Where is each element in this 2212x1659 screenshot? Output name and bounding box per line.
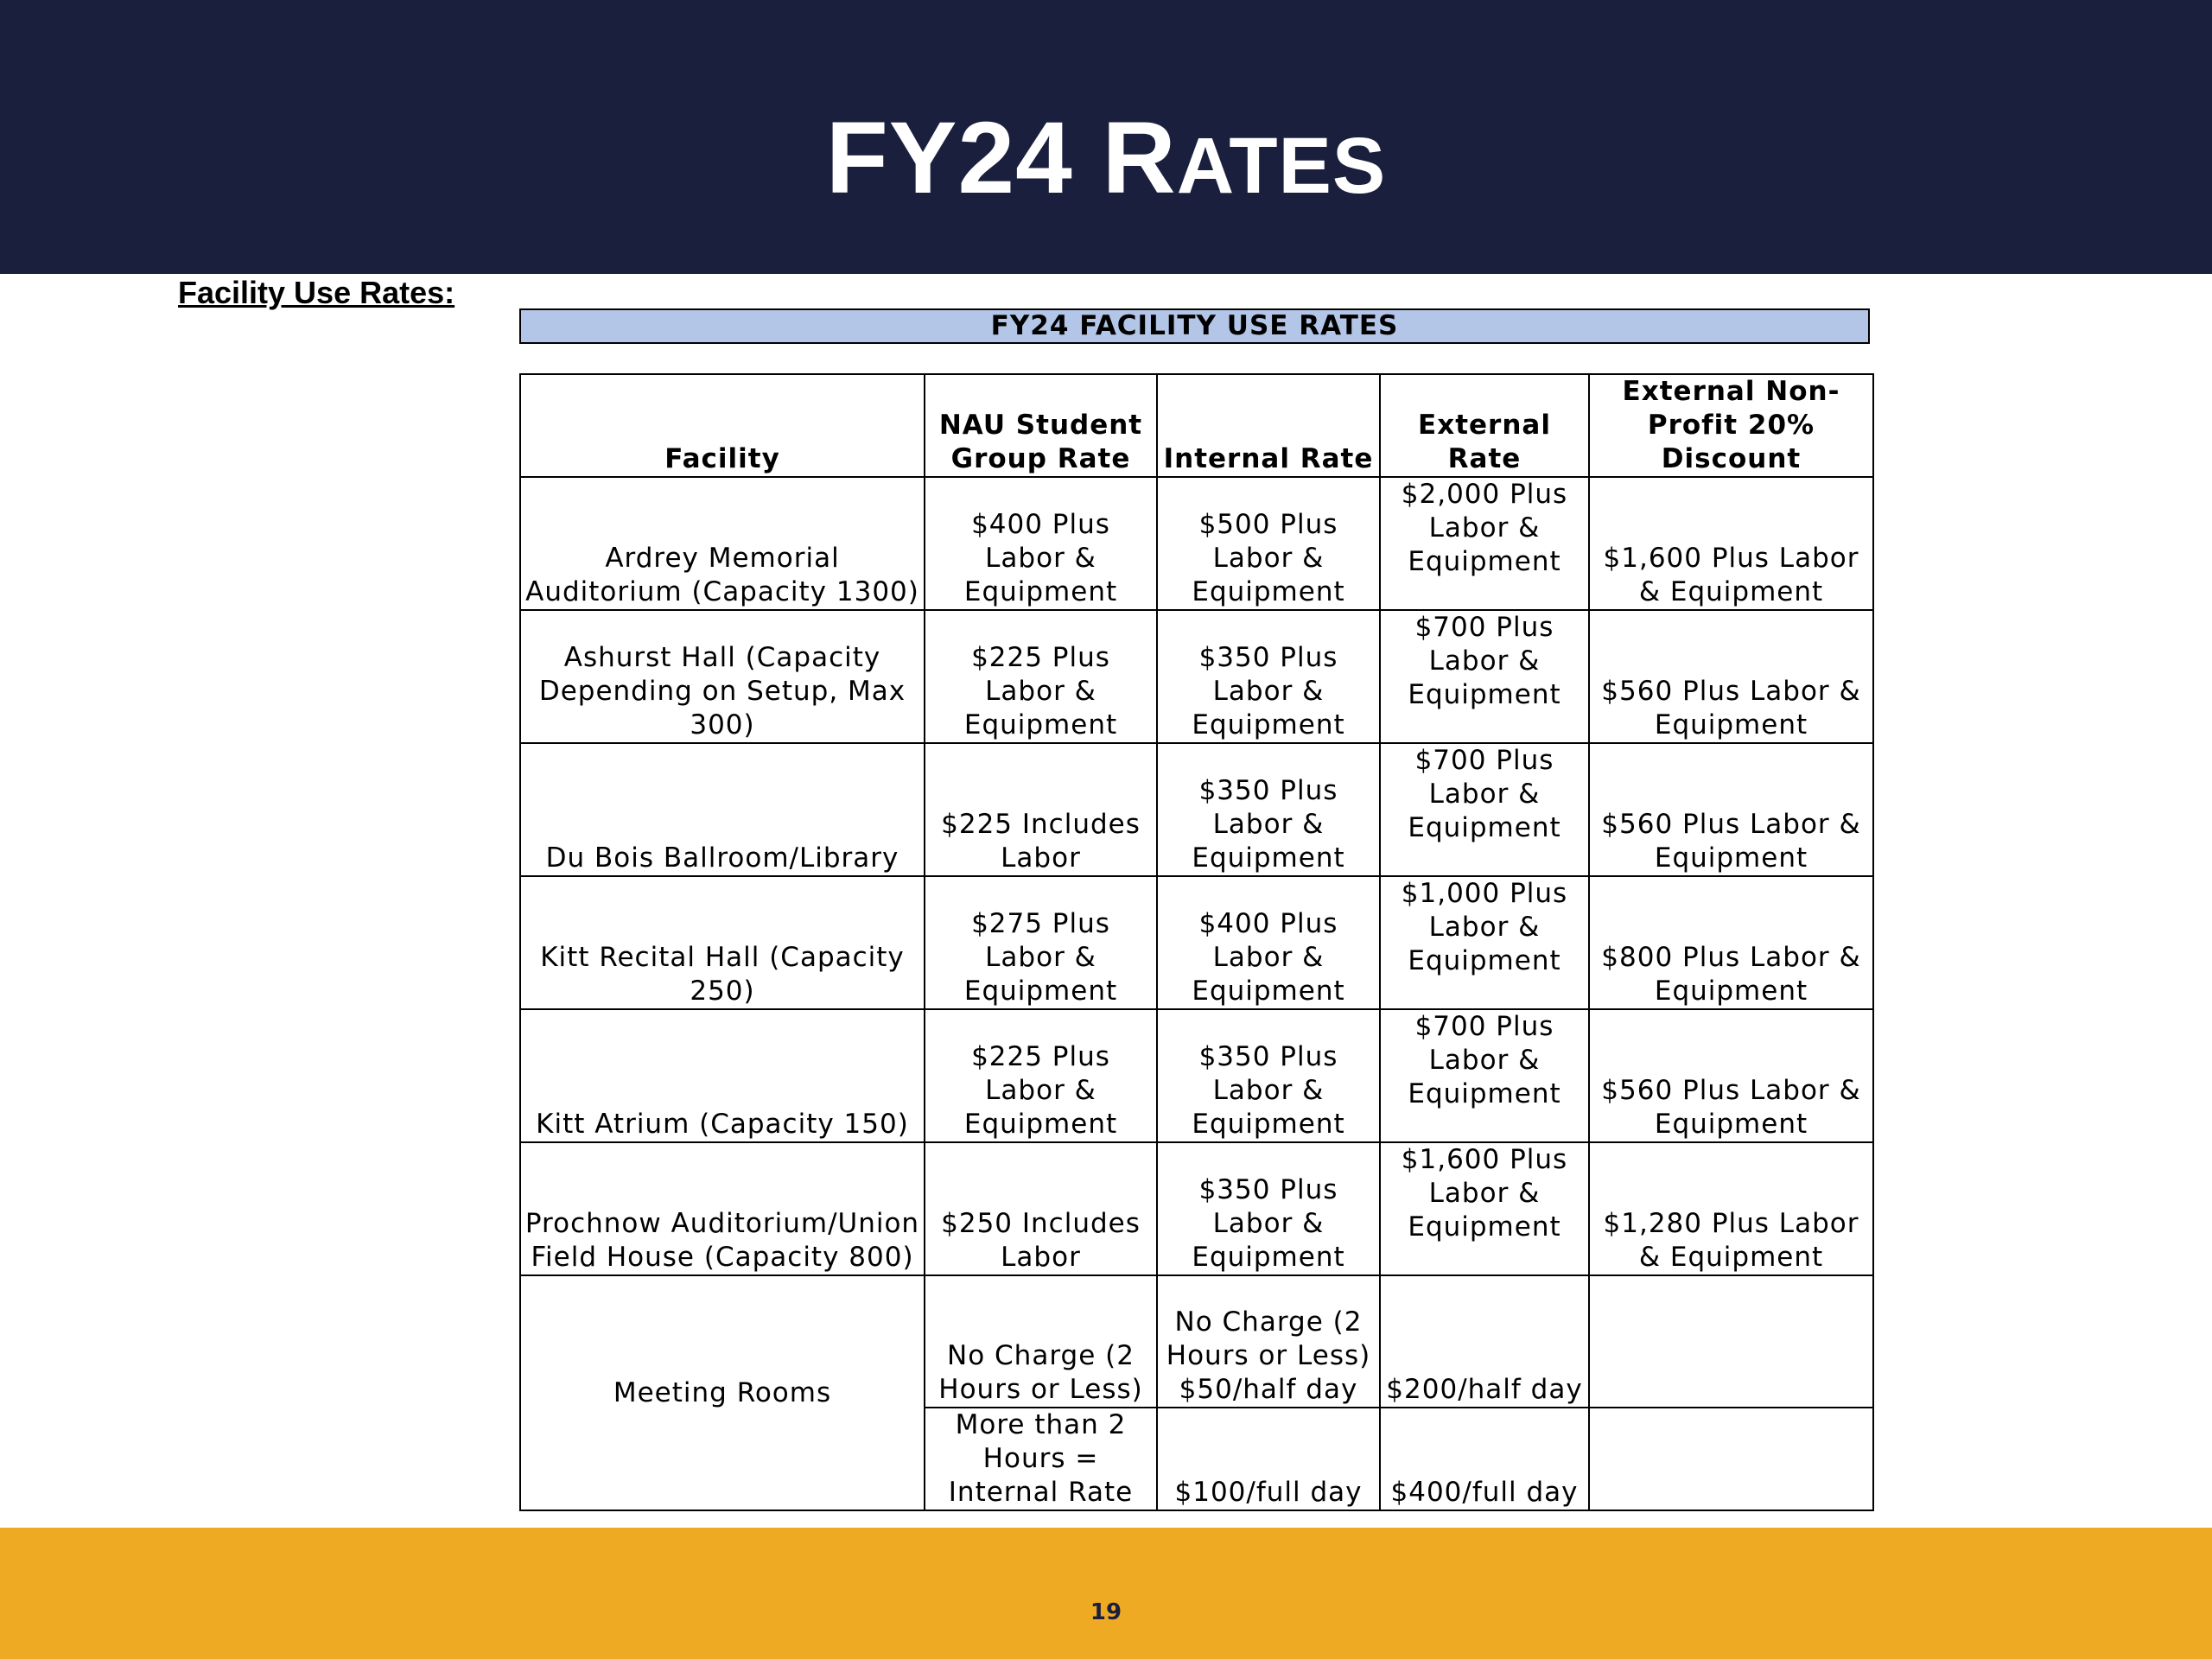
- cell-nonprofit-rate: $1,280 Plus Labor & Equipment: [1589, 1142, 1873, 1275]
- cell-student-rate: $225 Includes Labor: [925, 743, 1157, 876]
- title-initial: FY24 R: [825, 101, 1177, 215]
- cell-facility: Ashurst Hall (Capacity Depending on Setup, Max 300): [520, 610, 925, 743]
- cell-internal-rate: $400 Plus Labor & Equipment: [1157, 876, 1380, 1009]
- cell-facility: Du Bois Ballroom/Library: [520, 743, 925, 876]
- table-banner: FY24 FACILITY USE RATES: [519, 308, 1870, 344]
- cell-nonprofit-rate: $1,600 Plus Labor & Equipment: [1589, 477, 1873, 610]
- cell-external-rate: $700 Plus Labor & Equipment: [1380, 610, 1589, 743]
- cell-nonprofit-rate: $560 Plus Labor & Equipment: [1589, 1009, 1873, 1142]
- cell-external-rate: $700 Plus Labor & Equipment: [1380, 743, 1589, 876]
- cell-internal-rate: $350 Plus Labor & Equipment: [1157, 1142, 1380, 1275]
- cell-internal-rate: $350 Plus Labor & Equipment: [1157, 1009, 1380, 1142]
- cell-facility: Kitt Recital Hall (Capacity 250): [520, 876, 925, 1009]
- cell-nonprofit-rate: [1589, 1275, 1873, 1408]
- rates-table: [519, 373, 1874, 1511]
- cell-facility: Kitt Atrium (Capacity 150): [520, 1009, 925, 1142]
- table-row: [520, 1142, 1873, 1275]
- cell-nonprofit-rate: $560 Plus Labor & Equipment: [1589, 743, 1873, 876]
- cell-external-rate: $400/full day: [1380, 1408, 1589, 1510]
- table-row: [520, 1009, 1873, 1142]
- table-row: [520, 876, 1873, 1009]
- cell-external-rate: $1,000 Plus Labor & Equipment: [1380, 876, 1589, 1009]
- cell-external-rate: $700 Plus Labor & Equipment: [1380, 1009, 1589, 1142]
- cell-nonprofit-rate: $800 Plus Labor & Equipment: [1589, 876, 1873, 1009]
- cell-internal-rate: $350 Plus Labor & Equipment: [1157, 743, 1380, 876]
- cell-student-rate: $225 Plus Labor & Equipment: [925, 610, 1157, 743]
- slide-footer-bar: [0, 1528, 2212, 1659]
- cell-student-rate: $225 Plus Labor & Equipment: [925, 1009, 1157, 1142]
- title-rest: ATES: [1176, 122, 1387, 210]
- cell-student-rate: $250 Includes Labor: [925, 1142, 1157, 1275]
- cell-external-rate: $200/half day: [1380, 1275, 1589, 1408]
- header-internal-rate: Internal Rate: [1157, 374, 1380, 477]
- cell-student-rate: $275 Plus Labor & Equipment: [925, 876, 1157, 1009]
- cell-internal-rate: No Charge (2 Hours or Less) $50/half day: [1157, 1275, 1380, 1408]
- slide-title: [0, 102, 2212, 222]
- cell-nonprofit-rate: [1589, 1408, 1873, 1510]
- slide-header-bar: [0, 0, 2212, 274]
- table-row: [520, 477, 1873, 610]
- cell-internal-rate: $350 Plus Labor & Equipment: [1157, 610, 1380, 743]
- cell-facility: Ardrey Memorial Auditorium (Capacity 1300): [520, 477, 925, 610]
- table-header-row: [520, 374, 1873, 477]
- table-row: [520, 743, 1873, 876]
- header-nonprofit-rate: External Non-Profit 20% Discount: [1589, 374, 1873, 477]
- cell-external-rate: $1,600 Plus Labor & Equipment: [1380, 1142, 1589, 1275]
- header-facility: Facility: [520, 374, 925, 477]
- cell-external-rate: $2,000 Plus Labor & Equipment: [1380, 477, 1589, 610]
- cell-student-rate: $400 Plus Labor & Equipment: [925, 477, 1157, 610]
- cell-facility: Prochnow Auditorium/Union Field House (Capacity 800): [520, 1142, 925, 1275]
- cell-internal-rate: $100/full day: [1157, 1408, 1380, 1510]
- cell-student-rate: More than 2 Hours = Internal Rate: [925, 1408, 1157, 1510]
- cell-facility: Meeting Rooms: [520, 1275, 925, 1510]
- cell-internal-rate: $500 Plus Labor & Equipment: [1157, 477, 1380, 610]
- table-row-meeting-rooms: [520, 1275, 1873, 1408]
- cell-student-rate: No Charge (2 Hours or Less): [925, 1275, 1157, 1408]
- section-label: Facility Use Rates:: [178, 275, 455, 310]
- header-external-rate: External Rate: [1380, 374, 1589, 477]
- header-student-rate: NAU Student Group Rate: [925, 374, 1157, 477]
- cell-nonprofit-rate: $560 Plus Labor & Equipment: [1589, 610, 1873, 743]
- page-number: 19: [1090, 1599, 1122, 1625]
- table-row: [520, 610, 1873, 743]
